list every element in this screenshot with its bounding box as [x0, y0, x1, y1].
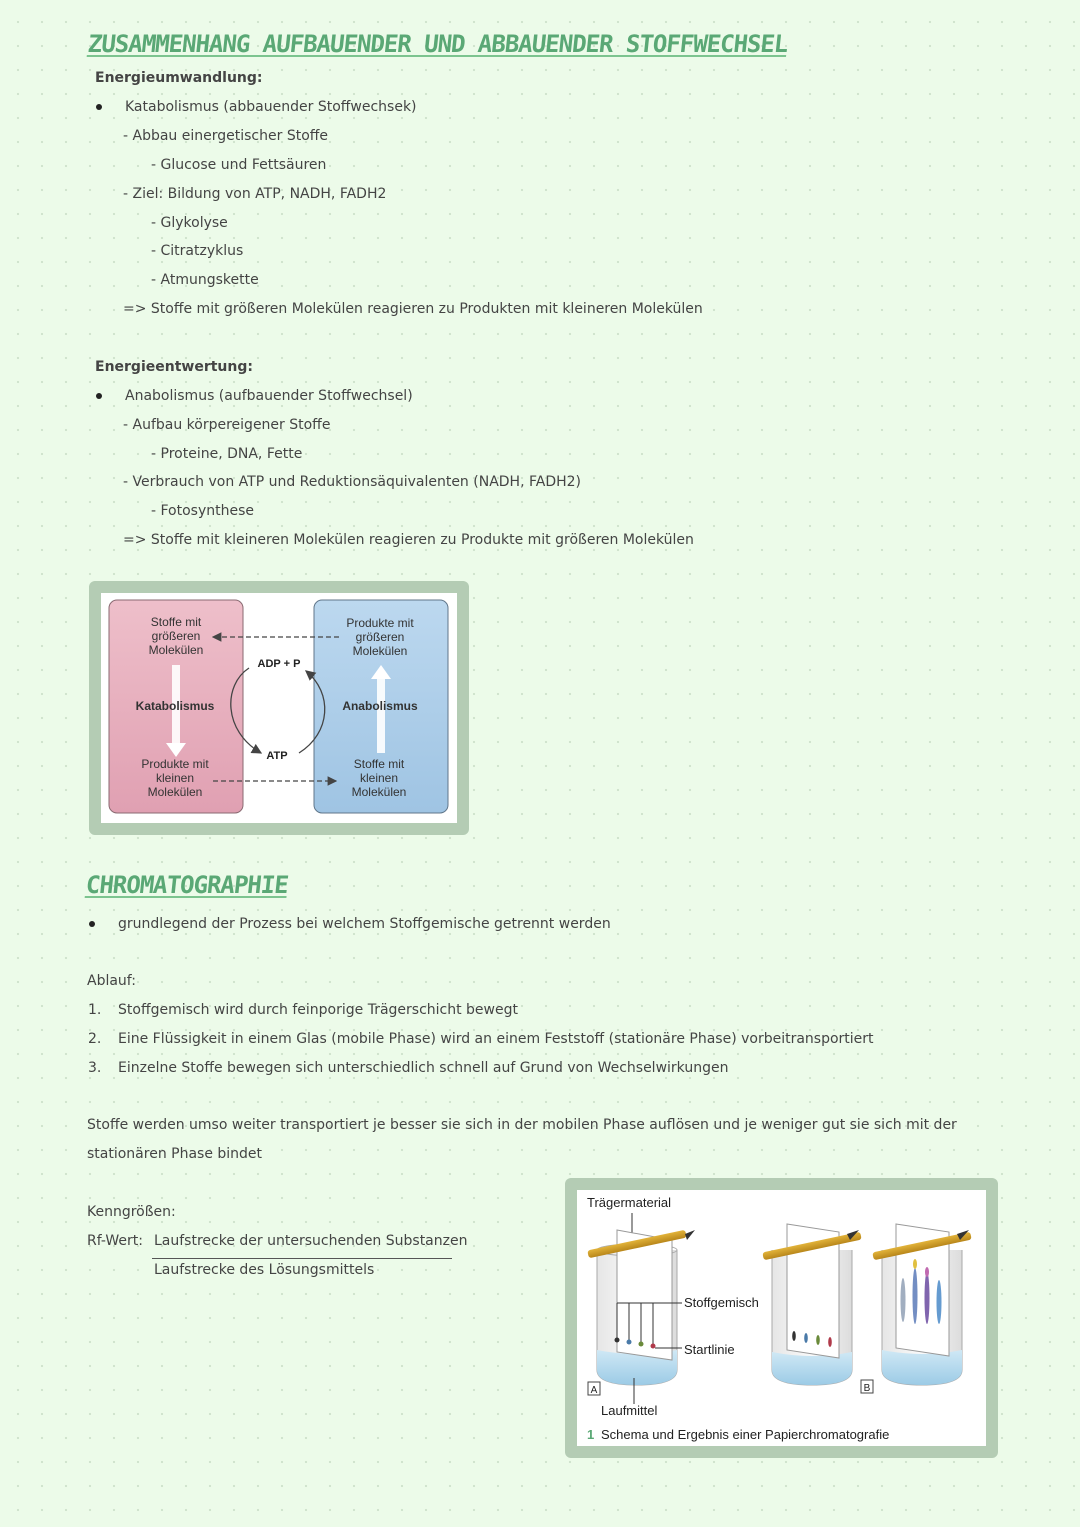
- text-line: - Abbau einergetischer Stoffe: [123, 128, 329, 144]
- sample-dot: [615, 1338, 620, 1343]
- chromatography-figure: [577, 1190, 986, 1446]
- left-top-label: größeren: [151, 629, 201, 643]
- beaker-a: [587, 1230, 695, 1404]
- chromatography-figure-frame: [565, 1178, 998, 1458]
- right-bottom-label: kleinen: [359, 771, 399, 785]
- right-top-label: Produkte mit: [346, 616, 414, 630]
- text-line: - Aufbau körpereigener Stoffe: [123, 417, 331, 433]
- caption-number: 1: [587, 1427, 595, 1442]
- anabolismus-label: Anabolismus: [342, 699, 418, 713]
- fraction-line: [152, 1258, 452, 1259]
- metabolism-diagram-svg: [101, 593, 457, 823]
- metabolism-diagram: [101, 593, 457, 823]
- conclusion-katabolismus: => Stoffe mit größeren Molekülen reagieren zu Produkten mit kleineren Molekülen: [123, 301, 703, 317]
- traegermaterial-label: Trägermaterial: [587, 1195, 672, 1210]
- spot-trail: [937, 1280, 942, 1324]
- left-bottom-label: Produkte mit: [141, 757, 209, 771]
- text-line: - Proteine, DNA, Fette: [151, 446, 303, 462]
- right-bottom-label: Stoffe mit: [353, 757, 405, 771]
- label-a: A: [590, 1385, 598, 1396]
- sample-dot: [651, 1344, 656, 1349]
- label-ablauf: Ablauf:: [87, 973, 136, 989]
- bullet-definition: grundlegend der Prozess bei welchem Stoffgemische getrennt werden: [118, 916, 611, 932]
- sample-dot: [792, 1331, 796, 1341]
- text-line: - Verbrauch von ATP und Reduktionsäquivalenten (NADH, FADH2): [123, 474, 581, 490]
- step-number: 2.: [88, 1031, 102, 1047]
- section-title-stoffwechsel: ZUSAMMENHANG AUFBAUENDER UND ABBAUENDER STOFFWECHSEL: [86, 30, 789, 58]
- stoffgemisch-label: Stoffgemisch: [684, 1295, 759, 1310]
- step-number: 3.: [88, 1060, 102, 1076]
- sample-dot: [828, 1337, 832, 1347]
- right-top-label: größeren: [355, 630, 405, 644]
- paragraph-line: Stoffe werden umso weiter transportiert je besser sie sich in der mobilen Phase auflösen und je weniger gut sie sich mit der: [87, 1117, 957, 1133]
- bullet-dot: [96, 393, 102, 399]
- left-bottom-label: kleinen: [155, 771, 195, 785]
- sample-dot: [804, 1333, 808, 1343]
- bullet-katabolismus: Katabolismus (abbauender Stoffwechsek): [125, 99, 417, 115]
- text-line: - Ziel: Bildung von ATP, NADH, FADH2: [123, 186, 387, 202]
- bullet-dot: [96, 104, 102, 110]
- step-text: Eine Flüssigkeit in einem Glas (mobile Phase) wird an einem Feststoff (stationäre Phase) vorbeitransportiert: [118, 1031, 874, 1047]
- metabolism-diagram-frame: [89, 581, 469, 835]
- text-line: - Fotosynthese: [151, 503, 255, 519]
- conclusion-anabolismus: => Stoffe mit kleineren Molekülen reagieren zu Produkte mit größeren Molekülen: [123, 532, 694, 548]
- katabolismus-label: Katabolismus: [135, 699, 215, 713]
- text-line: - Citratzyklus: [151, 243, 244, 259]
- text-line: - Glucose und Fettsäuren: [151, 157, 327, 173]
- step-number: 1.: [88, 1002, 102, 1018]
- adp-label: ADP + P: [257, 658, 301, 670]
- beaker-b: [872, 1224, 971, 1385]
- pencil-tip-icon: [685, 1230, 695, 1240]
- bullet-dot: [89, 921, 95, 927]
- laufmittel-label: Laufmittel: [601, 1403, 658, 1418]
- section-title-chromatographie: CHROMATOGRAPHIE: [84, 871, 290, 899]
- right-top-label: Molekülen: [352, 644, 408, 658]
- left-bottom-label: Molekülen: [147, 785, 203, 799]
- sample-dot: [639, 1342, 644, 1347]
- label-b: B: [863, 1383, 871, 1394]
- rf-label: Rf-Wert:: [87, 1233, 143, 1249]
- up-arrow-shaft: [377, 677, 385, 753]
- left-top-label: Stoffe mit: [150, 615, 202, 629]
- label-energieentwertung: Energieentwertung:: [95, 359, 253, 375]
- atp-label: ATP: [266, 750, 288, 762]
- startlinie-label: Startlinie: [684, 1342, 735, 1357]
- spot-trail: [901, 1278, 906, 1322]
- spot-trail: [913, 1259, 917, 1269]
- rf-denominator: Laufstrecke des Lösungsmittels: [154, 1262, 375, 1278]
- step-text: Einzelne Stoffe bewegen sich unterschiedlich schnell auf Grund von Wechselwirkungen: [118, 1060, 729, 1076]
- spot-trail: [925, 1267, 929, 1277]
- sample-dot: [627, 1340, 632, 1345]
- right-bottom-label: Molekülen: [351, 785, 407, 799]
- paragraph-line: stationären Phase bindet: [87, 1146, 263, 1162]
- left-top-label: Molekülen: [148, 643, 204, 657]
- rf-numerator: Laufstrecke der untersuchenden Substanzen: [154, 1233, 468, 1249]
- label-energieumwandlung: Energieumwandlung:: [95, 70, 263, 86]
- sample-dot: [816, 1335, 820, 1345]
- figure-caption: Schema und Ergebnis einer Papierchromatografie: [601, 1427, 890, 1442]
- chromatography-figure-svg: [577, 1190, 986, 1446]
- spot-trail: [913, 1268, 918, 1324]
- bullet-anabolismus: Anabolismus (aufbauender Stoffwechsel): [125, 388, 413, 404]
- text-line: - Glykolyse: [151, 215, 228, 231]
- beaker-middle: [762, 1224, 861, 1385]
- spot-trail: [925, 1272, 930, 1324]
- step-text: Stoffgemisch wird durch feinporige Trägerschicht bewegt: [118, 1002, 518, 1018]
- label-kenngroessen: Kenngrößen:: [87, 1204, 176, 1220]
- text-line: - Atmungskette: [151, 272, 259, 288]
